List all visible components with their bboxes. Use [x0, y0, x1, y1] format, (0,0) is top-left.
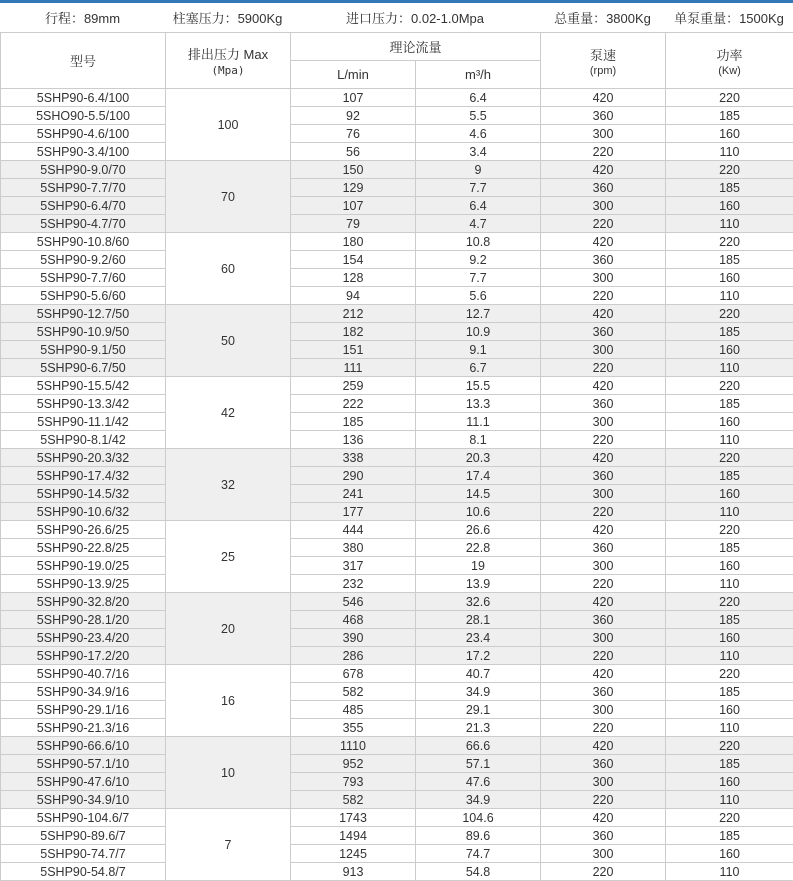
flow-lmin-cell: 678	[291, 665, 416, 683]
speed-cell: 420	[541, 737, 666, 755]
table-row	[1, 593, 793, 611]
table-row	[1, 863, 793, 881]
speed-cell: 220	[541, 647, 666, 665]
flow-m3h-cell: 19	[416, 557, 541, 575]
flow-lmin-cell: 136	[291, 431, 416, 449]
table-row	[1, 791, 793, 809]
flow-m3h-cell: 13.9	[416, 575, 541, 593]
table-row	[1, 431, 793, 449]
flow-m3h-cell: 28.1	[416, 611, 541, 629]
flow-m3h-cell: 34.9	[416, 791, 541, 809]
speed-cell: 220	[541, 575, 666, 593]
model-cell: 5SHP90-40.7/16	[1, 665, 166, 683]
power-cell: 220	[666, 89, 793, 107]
flow-m3h-cell: 57.1	[416, 755, 541, 773]
speed-cell: 220	[541, 863, 666, 881]
speed-cell: 420	[541, 593, 666, 611]
speed-cell: 420	[541, 305, 666, 323]
model-cell: 5SHP90-4.7/70	[1, 215, 166, 233]
speed-cell: 420	[541, 665, 666, 683]
power-cell: 110	[666, 143, 793, 161]
power-cell: 160	[666, 485, 793, 503]
model-cell: 5SHO90-5.5/100	[1, 107, 166, 125]
spec-table-body	[1, 89, 793, 881]
table-row	[1, 737, 793, 755]
speed-cell: 360	[541, 107, 666, 125]
speed-cell: 300	[541, 269, 666, 287]
power-cell: 160	[666, 773, 793, 791]
flow-m3h-cell: 8.1	[416, 431, 541, 449]
power-cell: 160	[666, 413, 793, 431]
flow-m3h-cell: 3.4	[416, 143, 541, 161]
col-header-pump-speed: 泵速 (rpm)	[541, 33, 666, 89]
flow-m3h-cell: 9.2	[416, 251, 541, 269]
speed-cell: 360	[541, 251, 666, 269]
model-cell: 5SHP90-9.2/60	[1, 251, 166, 269]
power-cell: 220	[666, 809, 793, 827]
table-row	[1, 233, 793, 251]
power-cell: 160	[666, 701, 793, 719]
model-cell: 5SHP90-54.8/7	[1, 863, 166, 881]
flow-m3h-cell: 6.7	[416, 359, 541, 377]
flow-lmin-cell: 92	[291, 107, 416, 125]
flow-m3h-cell: 7.7	[416, 269, 541, 287]
power-cell: 160	[666, 557, 793, 575]
table-row	[1, 827, 793, 845]
flow-lmin-cell: 177	[291, 503, 416, 521]
model-cell: 5SHP90-34.9/10	[1, 791, 166, 809]
table-row	[1, 701, 793, 719]
power-cell: 220	[666, 737, 793, 755]
model-cell: 5SHP90-12.7/50	[1, 305, 166, 323]
flow-lmin-cell: 79	[291, 215, 416, 233]
flow-lmin-cell: 468	[291, 611, 416, 629]
flow-m3h-cell: 23.4	[416, 629, 541, 647]
table-row	[1, 377, 793, 395]
model-cell: 5SHP90-7.7/70	[1, 179, 166, 197]
flow-m3h-cell: 47.6	[416, 773, 541, 791]
power-cell: 110	[666, 215, 793, 233]
spec-table-header	[1, 33, 793, 89]
table-row	[1, 107, 793, 125]
speed-cell: 300	[541, 701, 666, 719]
flow-lmin-cell: 1245	[291, 845, 416, 863]
model-cell: 5SHP90-10.8/60	[1, 233, 166, 251]
model-cell: 5SHP90-47.6/10	[1, 773, 166, 791]
flow-m3h-cell: 6.4	[416, 89, 541, 107]
flow-lmin-cell: 111	[291, 359, 416, 377]
flow-m3h-cell: 20.3	[416, 449, 541, 467]
pressure-cell: 10	[166, 737, 291, 809]
flow-m3h-cell: 9	[416, 161, 541, 179]
flow-m3h-cell: 54.8	[416, 863, 541, 881]
speed-cell: 300	[541, 197, 666, 215]
power-cell: 160	[666, 269, 793, 287]
flow-lmin-cell: 1494	[291, 827, 416, 845]
flow-lmin-cell: 913	[291, 863, 416, 881]
power-cell: 160	[666, 341, 793, 359]
pressure-cell: 50	[166, 305, 291, 377]
flow-lmin-cell: 151	[291, 341, 416, 359]
flow-m3h-cell: 40.7	[416, 665, 541, 683]
flow-lmin-cell: 582	[291, 791, 416, 809]
table-row	[1, 395, 793, 413]
power-cell: 185	[666, 395, 793, 413]
speed-cell: 300	[541, 341, 666, 359]
flow-lmin-cell: 150	[291, 161, 416, 179]
model-cell: 5SHP90-22.8/25	[1, 539, 166, 557]
speed-cell: 220	[541, 143, 666, 161]
table-row	[1, 89, 793, 107]
table-row	[1, 215, 793, 233]
pressure-cell: 16	[166, 665, 291, 737]
speed-cell: 360	[541, 179, 666, 197]
flow-lmin-cell: 317	[291, 557, 416, 575]
speed-cell: 420	[541, 449, 666, 467]
info-total-weight: 总重量：3800Kg	[554, 11, 651, 26]
power-cell: 110	[666, 647, 793, 665]
power-cell: 110	[666, 359, 793, 377]
col-header-power: 功率 (Kw)	[666, 33, 793, 89]
flow-m3h-cell: 4.6	[416, 125, 541, 143]
info-inlet-pressure: 进口压力：0.02-1.0Mpa	[346, 11, 484, 26]
spec-table	[0, 32, 793, 881]
flow-m3h-cell: 6.4	[416, 197, 541, 215]
model-cell: 5SHP90-6.4/100	[1, 89, 166, 107]
power-cell: 220	[666, 161, 793, 179]
model-cell: 5SHP90-6.7/50	[1, 359, 166, 377]
model-cell: 5SHP90-10.9/50	[1, 323, 166, 341]
model-cell: 5SHP90-6.4/70	[1, 197, 166, 215]
flow-m3h-cell: 10.8	[416, 233, 541, 251]
speed-cell: 300	[541, 629, 666, 647]
flow-lmin-cell: 107	[291, 89, 416, 107]
flow-lmin-cell: 107	[291, 197, 416, 215]
power-cell: 220	[666, 233, 793, 251]
flow-lmin-cell: 485	[291, 701, 416, 719]
pressure-cell: 42	[166, 377, 291, 449]
model-cell: 5SHP90-57.1/10	[1, 755, 166, 773]
table-row	[1, 521, 793, 539]
flow-m3h-cell: 10.9	[416, 323, 541, 341]
power-cell: 110	[666, 719, 793, 737]
table-row	[1, 539, 793, 557]
power-cell: 185	[666, 179, 793, 197]
table-row	[1, 719, 793, 737]
info-stroke: 行程：89mm	[44, 11, 121, 26]
power-cell: 110	[666, 575, 793, 593]
flow-lmin-cell: 546	[291, 593, 416, 611]
pressure-cell: 7	[166, 809, 291, 881]
table-row	[1, 251, 793, 269]
model-cell: 5SHP90-17.4/32	[1, 467, 166, 485]
model-cell: 5SHP90-8.1/42	[1, 431, 166, 449]
power-cell: 185	[666, 827, 793, 845]
power-cell: 185	[666, 107, 793, 125]
speed-cell: 420	[541, 233, 666, 251]
power-cell: 160	[666, 197, 793, 215]
info-single-pump-weight: 单泵重量：1500Kg	[674, 11, 784, 26]
power-cell: 185	[666, 611, 793, 629]
power-cell: 220	[666, 305, 793, 323]
flow-m3h-cell: 5.6	[416, 287, 541, 305]
speed-cell: 220	[541, 503, 666, 521]
speed-cell: 360	[541, 611, 666, 629]
col-header-flow-m3h: m³/h	[416, 61, 541, 89]
flow-lmin-cell: 582	[291, 683, 416, 701]
table-row	[1, 449, 793, 467]
flow-lmin-cell: 56	[291, 143, 416, 161]
model-cell: 5SHP90-89.6/7	[1, 827, 166, 845]
table-row	[1, 485, 793, 503]
table-row	[1, 503, 793, 521]
info-plunger-force: 柱塞压力：5900Kg	[172, 11, 283, 26]
speed-cell: 220	[541, 359, 666, 377]
flow-lmin-cell: 180	[291, 233, 416, 251]
flow-lmin-cell: 185	[291, 413, 416, 431]
flow-lmin-cell: 793	[291, 773, 416, 791]
speed-cell: 360	[541, 755, 666, 773]
flow-lmin-cell: 444	[291, 521, 416, 539]
table-row	[1, 773, 793, 791]
flow-lmin-cell: 241	[291, 485, 416, 503]
flow-lmin-cell: 76	[291, 125, 416, 143]
table-row	[1, 269, 793, 287]
power-cell: 185	[666, 467, 793, 485]
model-cell: 5SHP90-74.7/7	[1, 845, 166, 863]
pressure-cell: 60	[166, 233, 291, 305]
flow-m3h-cell: 10.6	[416, 503, 541, 521]
table-row	[1, 125, 793, 143]
speed-cell: 300	[541, 485, 666, 503]
table-row	[1, 287, 793, 305]
model-cell: 5SHP90-21.3/16	[1, 719, 166, 737]
power-cell: 110	[666, 431, 793, 449]
flow-m3h-cell: 21.3	[416, 719, 541, 737]
table-row	[1, 413, 793, 431]
table-row	[1, 755, 793, 773]
pressure-cell: 70	[166, 161, 291, 233]
table-row	[1, 629, 793, 647]
flow-lmin-cell: 286	[291, 647, 416, 665]
table-row	[1, 179, 793, 197]
speed-cell: 360	[541, 395, 666, 413]
model-cell: 5SHP90-34.9/16	[1, 683, 166, 701]
info-bar	[0, 3, 793, 32]
table-row	[1, 845, 793, 863]
speed-cell: 220	[541, 431, 666, 449]
power-cell: 220	[666, 593, 793, 611]
flow-lmin-cell: 355	[291, 719, 416, 737]
power-cell: 220	[666, 377, 793, 395]
model-cell: 5SHP90-10.6/32	[1, 503, 166, 521]
speed-cell: 420	[541, 377, 666, 395]
flow-m3h-cell: 22.8	[416, 539, 541, 557]
power-cell: 185	[666, 323, 793, 341]
col-header-theoretical-flow: 理论流量	[291, 33, 541, 61]
col-header-discharge-pressure: 排出压力 Max (Mpa)	[166, 33, 291, 89]
flow-m3h-cell: 66.6	[416, 737, 541, 755]
power-cell: 160	[666, 629, 793, 647]
speed-cell: 220	[541, 719, 666, 737]
flow-lmin-cell: 232	[291, 575, 416, 593]
model-cell: 5SHP90-66.6/10	[1, 737, 166, 755]
pressure-cell: 25	[166, 521, 291, 593]
speed-cell: 300	[541, 557, 666, 575]
flow-lmin-cell: 390	[291, 629, 416, 647]
power-cell: 220	[666, 449, 793, 467]
flow-m3h-cell: 13.3	[416, 395, 541, 413]
speed-cell: 420	[541, 161, 666, 179]
flow-lmin-cell: 290	[291, 467, 416, 485]
pressure-cell: 32	[166, 449, 291, 521]
table-row	[1, 665, 793, 683]
speed-cell: 220	[541, 791, 666, 809]
speed-cell: 360	[541, 827, 666, 845]
model-cell: 5SHP90-5.6/60	[1, 287, 166, 305]
flow-m3h-cell: 4.7	[416, 215, 541, 233]
speed-cell: 420	[541, 89, 666, 107]
speed-cell: 360	[541, 323, 666, 341]
flow-m3h-cell: 17.2	[416, 647, 541, 665]
table-row	[1, 161, 793, 179]
col-header-flow-lmin: L/min	[291, 61, 416, 89]
flow-lmin-cell: 1110	[291, 737, 416, 755]
table-row	[1, 359, 793, 377]
flow-lmin-cell: 129	[291, 179, 416, 197]
model-cell: 5SHP90-19.0/25	[1, 557, 166, 575]
flow-lmin-cell: 1743	[291, 809, 416, 827]
flow-m3h-cell: 14.5	[416, 485, 541, 503]
model-cell: 5SHP90-26.6/25	[1, 521, 166, 539]
power-cell: 110	[666, 863, 793, 881]
flow-lmin-cell: 380	[291, 539, 416, 557]
flow-lmin-cell: 952	[291, 755, 416, 773]
flow-m3h-cell: 15.5	[416, 377, 541, 395]
model-cell: 5SHP90-9.1/50	[1, 341, 166, 359]
flow-m3h-cell: 74.7	[416, 845, 541, 863]
flow-m3h-cell: 32.6	[416, 593, 541, 611]
model-cell: 5SHP90-11.1/42	[1, 413, 166, 431]
power-cell: 220	[666, 665, 793, 683]
flow-lmin-cell: 128	[291, 269, 416, 287]
power-cell: 185	[666, 755, 793, 773]
flow-m3h-cell: 104.6	[416, 809, 541, 827]
flow-m3h-cell: 89.6	[416, 827, 541, 845]
power-cell: 185	[666, 251, 793, 269]
model-cell: 5SHP90-3.4/100	[1, 143, 166, 161]
model-cell: 5SHP90-104.6/7	[1, 809, 166, 827]
model-cell: 5SHP90-29.1/16	[1, 701, 166, 719]
power-cell: 160	[666, 845, 793, 863]
flow-lmin-cell: 94	[291, 287, 416, 305]
flow-lmin-cell: 338	[291, 449, 416, 467]
speed-cell: 300	[541, 773, 666, 791]
flow-m3h-cell: 26.6	[416, 521, 541, 539]
flow-m3h-cell: 17.4	[416, 467, 541, 485]
speed-cell: 360	[541, 539, 666, 557]
power-cell: 185	[666, 539, 793, 557]
table-row	[1, 197, 793, 215]
model-cell: 5SHP90-13.9/25	[1, 575, 166, 593]
speed-cell: 220	[541, 215, 666, 233]
table-row	[1, 143, 793, 161]
model-cell: 5SHP90-32.8/20	[1, 593, 166, 611]
flow-m3h-cell: 12.7	[416, 305, 541, 323]
flow-lmin-cell: 212	[291, 305, 416, 323]
table-row	[1, 575, 793, 593]
flow-m3h-cell: 5.5	[416, 107, 541, 125]
speed-cell: 420	[541, 521, 666, 539]
model-cell: 5SHP90-17.2/20	[1, 647, 166, 665]
flow-lmin-cell: 154	[291, 251, 416, 269]
power-cell: 185	[666, 683, 793, 701]
speed-cell: 300	[541, 413, 666, 431]
flow-lmin-cell: 259	[291, 377, 416, 395]
table-row	[1, 305, 793, 323]
flow-m3h-cell: 7.7	[416, 179, 541, 197]
model-cell: 5SHP90-4.6/100	[1, 125, 166, 143]
model-cell: 5SHP90-28.1/20	[1, 611, 166, 629]
speed-cell: 420	[541, 809, 666, 827]
model-cell: 5SHP90-7.7/60	[1, 269, 166, 287]
table-row	[1, 809, 793, 827]
flow-m3h-cell: 11.1	[416, 413, 541, 431]
model-cell: 5SHP90-13.3/42	[1, 395, 166, 413]
flow-lmin-cell: 182	[291, 323, 416, 341]
speed-cell: 300	[541, 125, 666, 143]
table-row	[1, 611, 793, 629]
speed-cell: 220	[541, 287, 666, 305]
speed-cell: 360	[541, 467, 666, 485]
table-row	[1, 323, 793, 341]
model-cell: 5SHP90-9.0/70	[1, 161, 166, 179]
speed-cell: 300	[541, 845, 666, 863]
power-cell: 110	[666, 503, 793, 521]
flow-m3h-cell: 29.1	[416, 701, 541, 719]
table-row	[1, 341, 793, 359]
power-cell: 160	[666, 125, 793, 143]
power-cell: 220	[666, 521, 793, 539]
power-cell: 110	[666, 791, 793, 809]
model-cell: 5SHP90-15.5/42	[1, 377, 166, 395]
model-cell: 5SHP90-23.4/20	[1, 629, 166, 647]
model-cell: 5SHP90-14.5/32	[1, 485, 166, 503]
pressure-cell: 100	[166, 89, 291, 161]
flow-lmin-cell: 222	[291, 395, 416, 413]
table-row	[1, 683, 793, 701]
col-header-model: 型号	[1, 33, 166, 89]
flow-m3h-cell: 34.9	[416, 683, 541, 701]
model-cell: 5SHP90-20.3/32	[1, 449, 166, 467]
pressure-cell: 20	[166, 593, 291, 665]
power-cell: 110	[666, 287, 793, 305]
flow-m3h-cell: 9.1	[416, 341, 541, 359]
table-row	[1, 647, 793, 665]
speed-cell: 360	[541, 683, 666, 701]
table-row	[1, 557, 793, 575]
table-row	[1, 467, 793, 485]
